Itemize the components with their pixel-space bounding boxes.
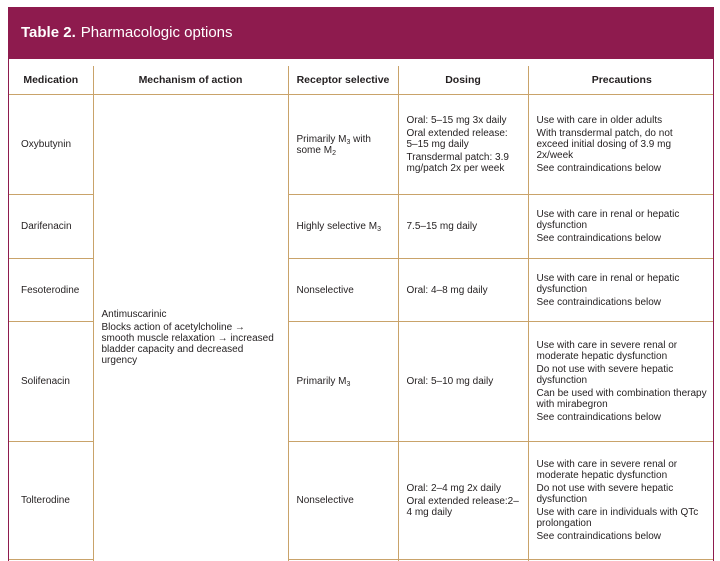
pharmacologic-options-table [9, 66, 714, 561]
precautions-cell: Use with care in renal or hepatic dysfunction See contraindications below [528, 195, 714, 259]
dosing-cell: Oral: 4–8 mg daily [398, 259, 528, 322]
header-receptor: Receptor selective [288, 66, 398, 95]
header-row [9, 66, 714, 95]
table-title: Pharmacologic options [80, 24, 233, 41]
header-precautions: Precautions [528, 66, 714, 95]
medication-cell: Solifenacin [9, 322, 93, 442]
table-frame [8, 7, 714, 561]
header-mechanism: Mechanism of action [93, 66, 288, 95]
receptor-cell: Nonselective [288, 442, 398, 560]
medication-cell: Tolterodine [9, 442, 93, 560]
dosing-cell: Oral: 2–4 mg 2x daily Oral extended release:2–4 mg daily [398, 442, 528, 560]
mechanism-class: Antimuscarinic [101, 308, 167, 320]
medication-cell: Darifenacin [9, 195, 93, 259]
receptor-cell: Primarily $M_3$ [288, 322, 398, 442]
mechanism-description: Blocks action of acetylcholine → smooth muscle relaxation → increased bladder capacity and decreased urgency [101, 321, 274, 366]
precautions-cell: Use with care in older adults With transdermal patch, do not exceed initial dosing of 3.9 mg 2x/week See contraindications below [528, 95, 714, 195]
medication-cell: Fesoterodine [9, 259, 93, 322]
precautions-cell: Use with care in severe renal or moderate hepatic dysfunction Do not use with severe hepatic dysfunction Can be used with combination therapy with mirabegron See contraindications below [528, 322, 714, 442]
table-title-bar [9, 7, 713, 59]
medication-cell: Oxybutynin [9, 95, 93, 195]
receptor-cell: Highly selective $M_3$ [288, 195, 398, 259]
header-medication: Medication [9, 66, 93, 95]
header-dosing: Dosing [398, 66, 528, 95]
mechanism-cell [93, 95, 288, 561]
table-number: Table 2. [21, 24, 76, 41]
dosing-cell: 7.5–15 mg daily [398, 195, 528, 259]
dosing-cell: Oral: 5–15 mg 3x daily Oral extended release: 5–15 mg daily Transdermal patch: 3.9 mg/patch 2x per week [398, 95, 528, 195]
precautions-cell: Use with care in renal or hepatic dysfunction See contraindications below [528, 259, 714, 322]
receptor-cell: Primarily $M_3$ with some $M_2$ [288, 95, 398, 195]
dosing-cell: Oral: 5–10 mg daily [398, 322, 528, 442]
table-row [9, 95, 714, 195]
precautions-cell: Use with care in severe renal or moderate hepatic dysfunction Do not use with severe hepatic dysfunction Use with care in individuals with QTc prolongation See contraindications below [528, 442, 714, 560]
receptor-cell: Nonselective [288, 259, 398, 322]
